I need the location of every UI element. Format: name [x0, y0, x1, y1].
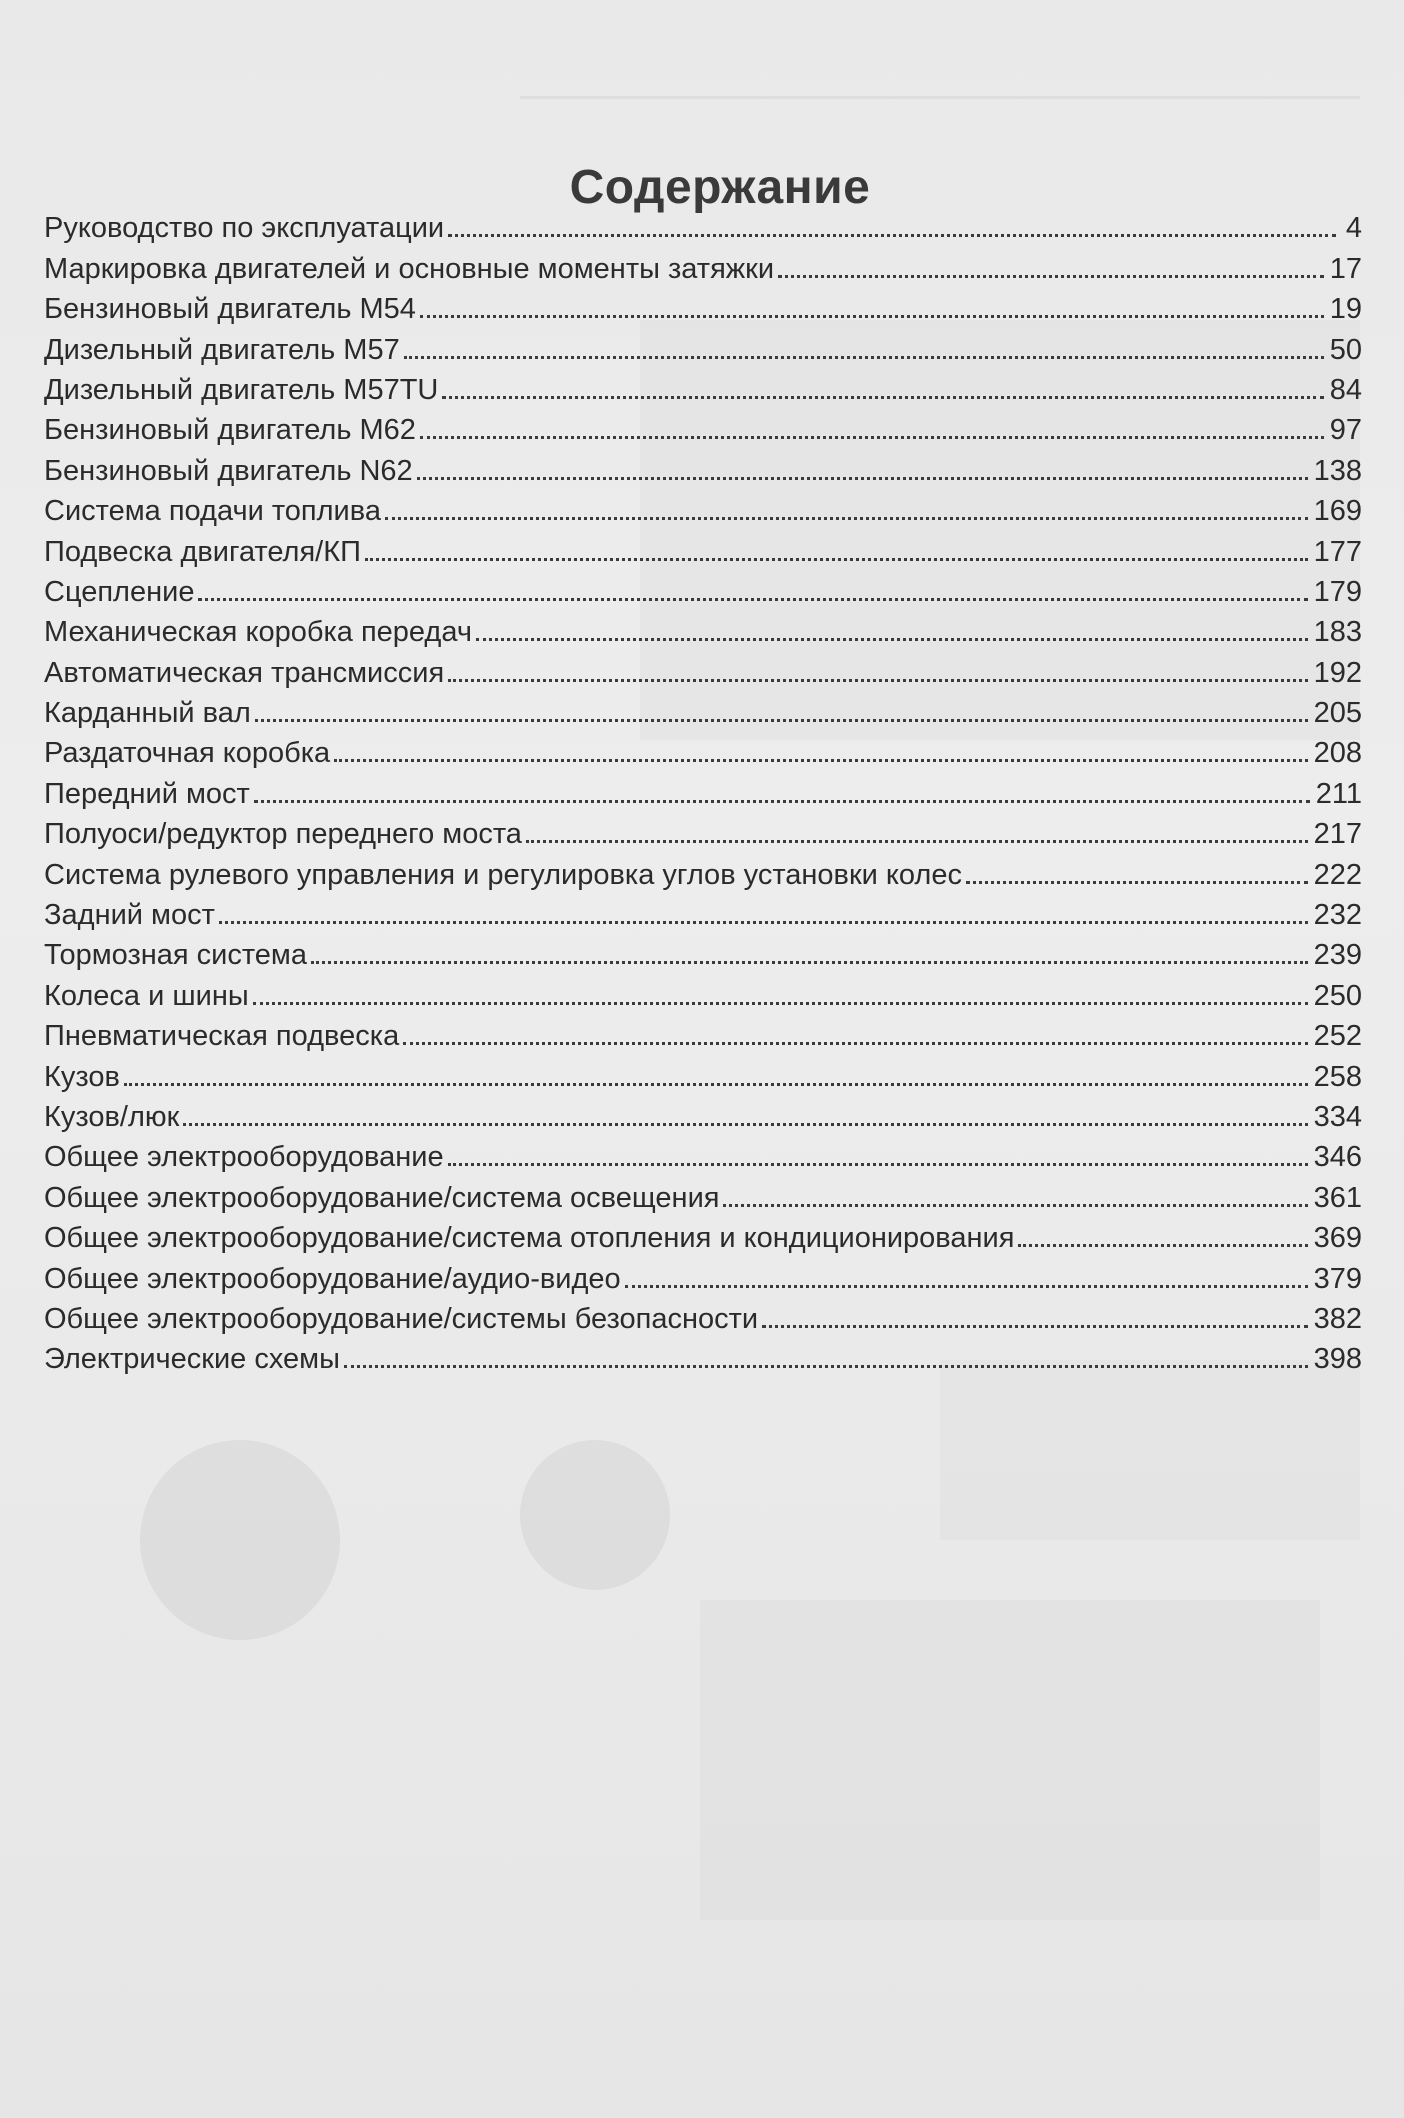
toc-entry	[44, 1297, 1362, 1337]
toc-entry-label: Раздаточная коробка	[44, 737, 331, 770]
toc-entry-page-number: 84	[1329, 373, 1362, 406]
toc-entry-page-number: 232	[1313, 899, 1362, 932]
toc-entry-label: Кузов	[44, 1060, 120, 1093]
toc-entry-label: Кузов/люк	[44, 1100, 180, 1133]
toc-entry	[44, 610, 1362, 650]
toc-dot-leader	[124, 1082, 1308, 1086]
toc-entry-page-number: 382	[1313, 1302, 1362, 1335]
toc-entry	[44, 448, 1362, 488]
toc-dot-leader	[253, 1001, 1308, 1005]
toc-entry	[44, 771, 1362, 811]
toc-dot-leader	[334, 758, 1307, 762]
toc-entry	[44, 1014, 1362, 1054]
bleed-through-column	[940, 1360, 1360, 1540]
toc-entry-page-number: 369	[1313, 1222, 1362, 1255]
toc-entry	[44, 973, 1362, 1013]
toc-entry	[44, 206, 1362, 246]
toc-dot-leader	[385, 516, 1308, 520]
toc-dot-leader	[311, 960, 1308, 964]
toc-entry	[44, 408, 1362, 448]
toc-entry-page-number: 217	[1313, 818, 1362, 851]
toc-entry	[44, 246, 1362, 286]
toc-entry-page-number: 211	[1315, 777, 1362, 810]
toc-entry-page-number: 177	[1313, 535, 1362, 568]
toc-entry-label: Руководство по эксплуатации	[44, 212, 445, 245]
toc-dot-leader	[625, 1284, 1308, 1288]
toc-entry-label: Бензиновый двигатель М54	[44, 293, 416, 326]
toc-entry-label: Бензиновый двигатель N62	[44, 454, 413, 487]
toc-entry	[44, 1256, 1362, 1296]
toc-dot-leader	[219, 920, 1308, 924]
toc-entry	[44, 1175, 1362, 1215]
toc-entry	[44, 1216, 1362, 1256]
toc-dot-leader	[448, 678, 1307, 682]
toc-entry-label: Задний мост	[44, 899, 215, 932]
toc-entry	[44, 1135, 1362, 1175]
toc-entry-label: Полуоси/редуктор переднего моста	[44, 818, 522, 851]
toc-entry-label: Система рулевого управления и регулировка углов установки колес	[44, 858, 962, 891]
toc-dot-leader	[403, 1041, 1307, 1045]
toc-entry-page-number: 258	[1313, 1060, 1362, 1093]
page-title: Содержание	[569, 161, 871, 215]
toc-dot-leader	[1018, 1243, 1307, 1247]
toc-entry-page-number: 179	[1313, 575, 1362, 608]
toc-dot-leader	[417, 476, 1308, 480]
toc-dot-leader	[448, 1162, 1308, 1166]
toc-entry	[44, 893, 1362, 933]
toc-entry-page-number: 361	[1313, 1181, 1362, 1214]
toc-entry	[44, 287, 1362, 327]
toc-dot-leader	[254, 799, 1310, 803]
toc-entry-page-number: 250	[1313, 979, 1362, 1012]
toc-dot-leader	[183, 1122, 1307, 1126]
toc-entry-label: Общее электрооборудование	[44, 1141, 444, 1174]
toc-dot-leader	[365, 557, 1308, 561]
bleed-through-box	[700, 1600, 1320, 1920]
toc-dot-leader	[344, 1364, 1308, 1368]
toc-entry-label: Автоматическая трансмиссия	[44, 656, 445, 689]
toc-dot-leader	[420, 435, 1324, 439]
toc-dot-leader	[404, 355, 1324, 359]
toc-entry	[44, 1054, 1362, 1094]
toc-entry-page-number: 205	[1313, 697, 1362, 730]
toc-dot-leader	[198, 597, 1307, 601]
toc-entry-label: Электрические схемы	[44, 1343, 340, 1376]
toc-entry-label: Механическая коробка передач	[44, 616, 472, 649]
toc-entry	[44, 489, 1362, 529]
toc-entry-label: Подвеска двигателя/КП	[44, 535, 361, 568]
toc-dot-leader	[723, 1203, 1307, 1207]
toc-entry-label: Маркировка двигателей и основные моменты затяжки	[44, 252, 775, 285]
toc-entry-page-number: 192	[1313, 656, 1362, 689]
table-of-contents	[44, 206, 1362, 1377]
toc-dot-leader	[966, 880, 1308, 884]
toc-entry-page-number: 17	[1329, 252, 1362, 285]
toc-entry-label: Передний мост	[44, 777, 250, 810]
toc-entry-page-number: 398	[1313, 1343, 1362, 1376]
toc-entry-page-number: 183	[1313, 616, 1362, 649]
toc-entry	[44, 529, 1362, 569]
toc-entry	[44, 691, 1362, 731]
bleed-through-wheel	[140, 1440, 340, 1640]
toc-dot-leader	[420, 314, 1324, 318]
toc-dot-leader	[448, 233, 1336, 237]
toc-entry	[44, 570, 1362, 610]
toc-entry-label: Система подачи топлива	[44, 495, 381, 528]
toc-dot-leader	[476, 637, 1308, 641]
toc-entry	[44, 812, 1362, 852]
toc-entry-page-number: 19	[1329, 293, 1362, 326]
toc-entry-label: Сцепление	[44, 575, 195, 608]
toc-entry	[44, 368, 1362, 408]
toc-entry-label: Колеса и шины	[44, 979, 249, 1012]
toc-entry-page-number: 346	[1313, 1141, 1362, 1174]
toc-entry-page-number: 169	[1313, 495, 1362, 528]
toc-entry	[44, 650, 1362, 690]
toc-entry-page-number: 334	[1313, 1100, 1362, 1133]
toc-entry-label: Дизельный двигатель М57TU	[44, 373, 439, 406]
toc-entry-page-number: 239	[1313, 939, 1362, 972]
toc-entry-label: Общее электрооборудование/аудио-видео	[44, 1262, 621, 1295]
toc-entry-label: Тормозная система	[44, 939, 307, 972]
toc-entry-label: Дизельный двигатель М57	[44, 333, 400, 366]
toc-entry-label: Общее электрооборудование/система отопления и кондиционирования	[44, 1222, 1015, 1255]
bleed-through-wheel	[520, 1440, 670, 1590]
toc-entry-page-number: 50	[1329, 333, 1362, 366]
toc-dot-leader	[442, 395, 1323, 399]
toc-dot-leader	[255, 718, 1308, 722]
toc-entry-page-number: 379	[1313, 1262, 1362, 1295]
toc-entry-label: Общее электрооборудование/системы безопасности	[44, 1302, 759, 1335]
toc-entry-page-number: 138	[1313, 454, 1362, 487]
toc-entry-label: Общее электрооборудование/система освещения	[44, 1181, 720, 1214]
toc-entry-label: Бензиновый двигатель М62	[44, 414, 416, 447]
toc-entry	[44, 731, 1362, 771]
bleed-through-header-rule	[520, 96, 1360, 99]
toc-dot-leader	[778, 274, 1324, 278]
toc-entry	[44, 1095, 1362, 1135]
toc-entry-page-number: 222	[1313, 858, 1362, 891]
toc-entry	[44, 933, 1362, 973]
toc-entry-page-number: 4	[1345, 212, 1362, 245]
toc-entry-label: Пневматическая подвеска	[44, 1020, 400, 1053]
toc-entry	[44, 852, 1362, 892]
toc-entry	[44, 327, 1362, 367]
toc-entry-page-number: 97	[1329, 414, 1362, 447]
toc-dot-leader	[762, 1324, 1308, 1328]
toc-entry	[44, 1337, 1362, 1377]
toc-entry-page-number: 252	[1313, 1020, 1362, 1053]
toc-entry-label: Карданный вал	[44, 697, 251, 730]
toc-entry-page-number: 208	[1313, 737, 1362, 770]
toc-dot-leader	[526, 839, 1308, 843]
